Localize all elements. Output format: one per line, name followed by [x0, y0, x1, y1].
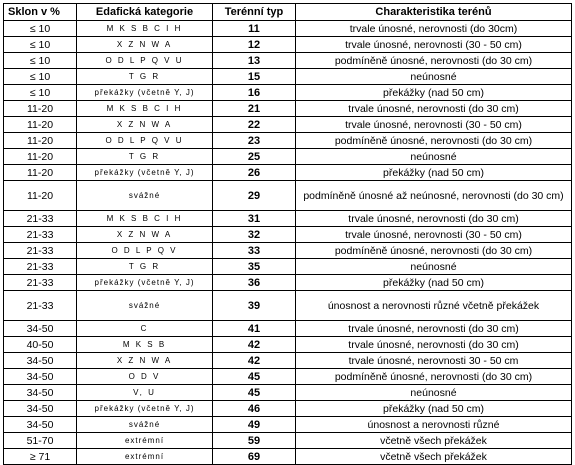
slope-cell: 21-33 — [4, 291, 77, 321]
header-row — [4, 4, 572, 21]
description-cell: překážky (nad 50 cm) — [296, 401, 572, 417]
table-row — [4, 149, 572, 165]
category-cell: extrémní — [77, 449, 213, 465]
terrain-type-cell: 26 — [213, 165, 296, 181]
description-cell: trvale únosné, nerovnosti (30 - 50 cm) — [296, 117, 572, 133]
table-row — [4, 37, 572, 53]
table-row — [4, 321, 572, 337]
terrain-type-cell: 45 — [213, 385, 296, 401]
description-cell: překážky (nad 50 cm) — [296, 165, 572, 181]
category-cell: O D L P Q V U — [77, 53, 213, 69]
category-cell: svážné — [77, 181, 213, 211]
table-row — [4, 165, 572, 181]
header-category: Edafická kategorie — [77, 4, 213, 21]
category-cell: V, U — [77, 385, 213, 401]
category-cell: X Z N W A — [77, 227, 213, 243]
terrain-type-cell: 13 — [213, 53, 296, 69]
category-cell: X Z N W A — [77, 37, 213, 53]
description-cell: trvale únosné, nerovnosti (do 30 cm) — [296, 211, 572, 227]
description-cell: překážky (nad 50 cm) — [296, 275, 572, 291]
slope-cell: 21-33 — [4, 243, 77, 259]
terrain-type-cell: 32 — [213, 227, 296, 243]
terrain-type-cell: 46 — [213, 401, 296, 417]
slope-cell: 34-50 — [4, 417, 77, 433]
terrain-type-cell: 35 — [213, 259, 296, 275]
description-cell: překážky (nad 50 cm) — [296, 85, 572, 101]
description-cell: podmíněně únosné, nerovnosti (do 30 cm) — [296, 133, 572, 149]
category-cell: překážky (včetně Y, J) — [77, 275, 213, 291]
slope-cell: 11-20 — [4, 117, 77, 133]
table-row — [4, 353, 572, 369]
header-type: Terénní typ — [213, 4, 296, 21]
slope-cell: 34-50 — [4, 385, 77, 401]
slope-cell: ≥ 71 — [4, 449, 77, 465]
category-cell: C — [77, 321, 213, 337]
terrain-type-cell: 36 — [213, 275, 296, 291]
terrain-type-cell: 31 — [213, 211, 296, 227]
terrain-type-cell: 42 — [213, 337, 296, 353]
terrain-type-cell: 45 — [213, 369, 296, 385]
description-cell: podmíněně únosné, nerovnosti (do 30 cm) — [296, 53, 572, 69]
slope-cell: 34-50 — [4, 353, 77, 369]
category-cell: O D L P Q V — [77, 243, 213, 259]
table-row — [4, 133, 572, 149]
slope-cell: 11-20 — [4, 149, 77, 165]
description-cell: podmíněně únosné, nerovnosti (do 30 cm) — [296, 243, 572, 259]
terrain-type-cell: 49 — [213, 417, 296, 433]
description-cell: trvale únosné, nerovnosti (do 30 cm) — [296, 101, 572, 117]
terrain-type-cell: 42 — [213, 353, 296, 369]
terrain-type-cell: 23 — [213, 133, 296, 149]
category-cell: extrémní — [77, 433, 213, 449]
terrain-type-cell: 39 — [213, 291, 296, 321]
header-description: Charakteristika terénů — [296, 4, 572, 21]
slope-cell: 11-20 — [4, 181, 77, 211]
table-row — [4, 337, 572, 353]
table-row — [4, 401, 572, 417]
slope-cell: 11-20 — [4, 165, 77, 181]
category-cell: M K S B — [77, 337, 213, 353]
description-cell: včetně všech překážek — [296, 433, 572, 449]
slope-cell: 40-50 — [4, 337, 77, 353]
terrain-types-table — [3, 3, 572, 465]
category-cell: svážné — [77, 417, 213, 433]
table-row — [4, 417, 572, 433]
table-row — [4, 385, 572, 401]
terrain-type-cell: 69 — [213, 449, 296, 465]
table-row — [4, 85, 572, 101]
table-row — [4, 181, 572, 211]
slope-cell: ≤ 10 — [4, 37, 77, 53]
terrain-type-cell: 22 — [213, 117, 296, 133]
terrain-type-cell: 11 — [213, 21, 296, 37]
terrain-type-cell: 21 — [213, 101, 296, 117]
description-cell: trvale únosné, nerovnosti (30 - 50 cm) — [296, 37, 572, 53]
table-row — [4, 101, 572, 117]
description-cell: trvale únosné, nerovnosti (do 30cm) — [296, 21, 572, 37]
table-row — [4, 275, 572, 291]
slope-cell: 21-33 — [4, 275, 77, 291]
table-row — [4, 369, 572, 385]
category-cell: T G R — [77, 69, 213, 85]
description-cell: trvale únosné, nerovnosti (do 30 cm) — [296, 337, 572, 353]
category-cell: M K S B C I H — [77, 21, 213, 37]
category-cell: M K S B C I H — [77, 211, 213, 227]
table-body — [4, 21, 572, 465]
description-cell: únosnost a nerovnosti různé včetně překážek — [296, 291, 572, 321]
table-row — [4, 69, 572, 85]
terrain-type-cell: 29 — [213, 181, 296, 211]
description-cell: neúnosné — [296, 149, 572, 165]
description-cell: neúnosné — [296, 385, 572, 401]
table-row — [4, 291, 572, 321]
slope-cell: ≤ 10 — [4, 85, 77, 101]
category-cell: svážné — [77, 291, 213, 321]
slope-cell: 21-33 — [4, 227, 77, 243]
terrain-type-cell: 16 — [213, 85, 296, 101]
description-cell: trvale únosné, nerovnosti (do 30 cm) — [296, 321, 572, 337]
table-row — [4, 259, 572, 275]
slope-cell: 21-33 — [4, 211, 77, 227]
category-cell: X Z N W A — [77, 117, 213, 133]
slope-cell: ≤ 10 — [4, 21, 77, 37]
category-cell: X Z N W A — [77, 353, 213, 369]
slope-cell: 11-20 — [4, 133, 77, 149]
terrain-type-cell: 59 — [213, 433, 296, 449]
description-cell: neúnosné — [296, 259, 572, 275]
table-row — [4, 53, 572, 69]
slope-cell: 34-50 — [4, 401, 77, 417]
category-cell: překážky (včetně Y, J) — [77, 165, 213, 181]
terrain-type-cell: 33 — [213, 243, 296, 259]
description-cell: trvale únosné, nerovnosti (30 - 50 cm) — [296, 227, 572, 243]
header-slope: Sklon v % — [4, 4, 77, 21]
terrain-type-cell: 12 — [213, 37, 296, 53]
table-row — [4, 243, 572, 259]
description-cell: únosnost a nerovnosti různé — [296, 417, 572, 433]
category-cell: překážky (včetně Y, J) — [77, 401, 213, 417]
slope-cell: 34-50 — [4, 369, 77, 385]
terrain-type-cell: 25 — [213, 149, 296, 165]
category-cell: T G R — [77, 259, 213, 275]
category-cell: M K S B C I H — [77, 101, 213, 117]
terrain-type-cell: 41 — [213, 321, 296, 337]
description-cell: trvale únosné, nerovnosti 30 - 50 cm — [296, 353, 572, 369]
category-cell: O D L P Q V U — [77, 133, 213, 149]
category-cell: O D V — [77, 369, 213, 385]
description-cell: neúnosné — [296, 69, 572, 85]
table-row — [4, 211, 572, 227]
slope-cell: 21-33 — [4, 259, 77, 275]
slope-cell: 34-50 — [4, 321, 77, 337]
table-row — [4, 449, 572, 465]
description-cell: včetně všech překážek — [296, 449, 572, 465]
slope-cell: ≤ 10 — [4, 69, 77, 85]
slope-cell: ≤ 10 — [4, 53, 77, 69]
table-row — [4, 117, 572, 133]
table-row — [4, 433, 572, 449]
description-cell: podmíněně únosné až neúnosné, nerovnosti (do 30 cm) — [296, 181, 572, 211]
description-cell: podmíněně únosné, nerovnosti (do 30 cm) — [296, 369, 572, 385]
slope-cell: 51-70 — [4, 433, 77, 449]
terrain-type-cell: 15 — [213, 69, 296, 85]
table-row — [4, 21, 572, 37]
table-row — [4, 227, 572, 243]
slope-cell: 11-20 — [4, 101, 77, 117]
category-cell: překážky (včetně Y, J) — [77, 85, 213, 101]
category-cell: T G R — [77, 149, 213, 165]
